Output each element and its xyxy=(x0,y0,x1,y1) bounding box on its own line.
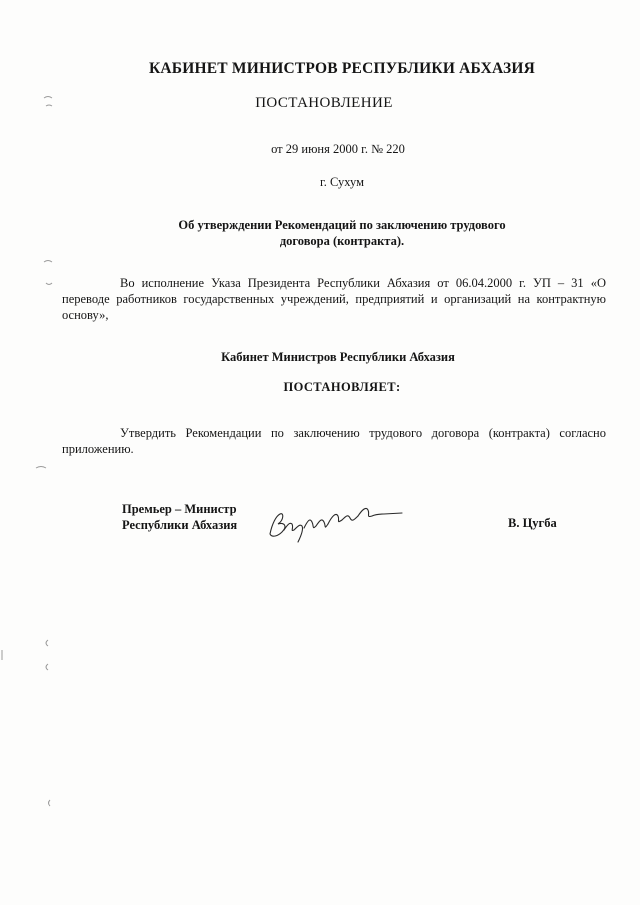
signatory-title xyxy=(122,501,237,533)
resolution-paragraph: Утвердить Рекомендации по заключению трудового договора (контракта) согласно приложению. xyxy=(62,426,606,456)
city-line: г. Сухум xyxy=(319,175,364,189)
handwritten-signature-icon xyxy=(262,494,412,554)
resolves-heading: ПОСТАНОВЛЯЕТ: xyxy=(283,380,401,394)
signatory-title-line-1: Премьер – Министр xyxy=(122,502,237,516)
signatory-name: В. Цугба xyxy=(508,516,557,530)
date-number-line: от 29 июня 2000 г. № 220 xyxy=(271,142,405,156)
signatory-title-line-2: Республики Абхазия xyxy=(122,518,238,532)
organization-heading: КАБИНЕТ МИНИСТРОВ РЕСПУБЛИКИ АБХАЗИЯ xyxy=(148,60,536,77)
subject-line-1: Об утверждении Рекомендаций по заключению трудового xyxy=(178,218,506,232)
subject-title xyxy=(22,217,640,249)
issuer-line: Кабинет Министров Республики Абхазия xyxy=(221,350,455,364)
document-type-heading: ПОСТАНОВЛЕНИЕ xyxy=(255,95,393,111)
subject-line-2: договора (контракта). xyxy=(279,234,405,248)
preamble-paragraph: Во исполнение Указа Президента Республики Абхазия от 06.04.2000 г. УП – 31 «О переводе работников государственных учреждений, предприятий и организаций на контрактную основу», xyxy=(62,276,606,322)
